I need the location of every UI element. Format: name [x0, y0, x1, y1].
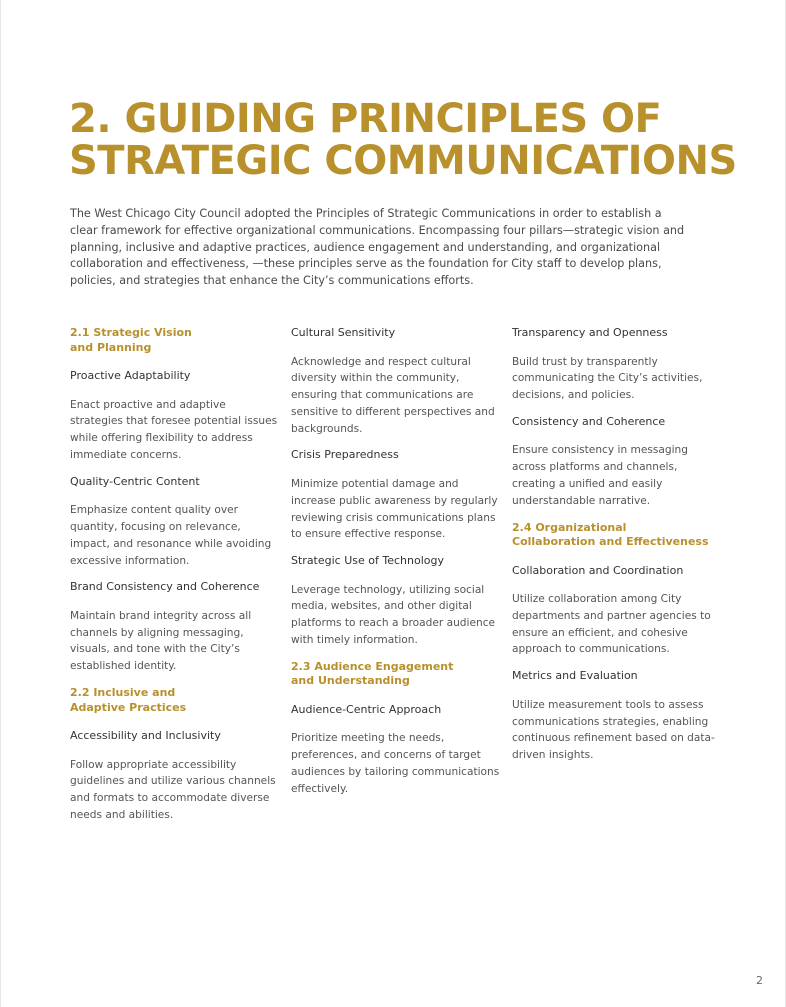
- subheading-strategic-technology: Strategic Use of Technology: [291, 554, 444, 568]
- paragraph-proactive-adaptability: Enact proactive and adaptive strategies that foresee potential issues while offering flexibility to address immediate concerns.: [70, 398, 278, 461]
- subheading-collaboration: Collaboration and Coordination: [512, 563, 684, 577]
- column-3: [512, 326, 722, 775]
- paragraph-quality-centric-content: Emphasize content quality over quantity, focusing on relevance, impact, and resonance while avoiding excessive information.: [70, 504, 272, 567]
- paragraph-cultural-sensitivity: Acknowledge and respect cultural diversity within the community, ensuring that communications are sensitive to different perspectives and backgrounds.: [291, 355, 495, 435]
- paragraph-strategic-technology: Leverage technology, utilizing social media, websites, and other digital platforms to reach a broader audience with timely information.: [291, 583, 496, 647]
- paragraph-consistency: Ensure consistency in messaging across platforms and channels, creating a unified and easily understandable narrative.: [512, 444, 688, 507]
- paragraph-collaboration: Utilize collaboration among City departments and partner agencies to ensure an efficient, and cohesive approach to communications.: [512, 593, 711, 656]
- paragraph-transparency: Build trust by transparently communicating the City’s activities, decisions, and policies.: [512, 355, 703, 402]
- subheading-consistency: Consistency and Coherence: [512, 414, 666, 428]
- subheading-cultural-sensitivity: Cultural Sensitivity: [291, 326, 396, 339]
- subheading-metrics: Metrics and Evaluation: [512, 669, 638, 683]
- intro-paragraph: The West Chicago City Council adopted the Principles of Strategic Communications in order to establish a clear framework for effective organizational communications. Encompassing four pillars—strategic vision and planning, inclusive and adaptive practices, audience engagement and understanding, and organizational collaboration and effectiveness, —these principles serve as the foundation for City staff to develop plans, policies, and strategies that enhance the City’s communications efforts.: [70, 207, 685, 288]
- paragraph-metrics: Utilize measurement tools to assess communications strategies, enabling continuous refinement based on data-driven insights.: [512, 698, 715, 762]
- page-title: [69, 98, 759, 182]
- subheading-proactive-adaptability: Proactive Adaptability: [70, 369, 191, 382]
- subheading-audience-centric: Audience-Centric Approach: [291, 702, 442, 716]
- section-heading-2-4: 2.4 Organizational Collaboration and Effectiveness: [512, 520, 709, 549]
- section-heading-2-1: 2.1 Strategic Vision and Planning: [70, 326, 192, 354]
- section-heading-2-3: 2.3 Audience Engagement and Understanding: [291, 659, 454, 688]
- column-1: [70, 326, 280, 835]
- paragraph-accessibility: Follow appropriate accessibility guidelines and utilize various channels and formats to accommodate diverse needs and abilities.: [70, 758, 276, 821]
- subheading-transparency: Transparency and Openness: [512, 326, 668, 339]
- page-title-line-1: 2. GUIDING PRINCIPLES OF: [69, 96, 662, 142]
- subheading-accessibility: Accessibility and Inclusivity: [70, 729, 221, 743]
- paragraph-brand-consistency: Maintain brand integrity across all channels by aligning messaging, visuals, and tone with the City’s established identity.: [70, 609, 252, 673]
- subheading-crisis-preparedness: Crisis Preparedness: [291, 448, 399, 462]
- section-heading-2-2: 2.2 Inclusive and Adaptive Practices: [70, 686, 187, 714]
- subheading-quality-centric-content: Quality-Centric Content: [70, 474, 200, 488]
- paragraph-crisis-preparedness: Minimize potential damage and increase public awareness by regularly reviewing crisis communications plans to ensure effective response.: [291, 477, 498, 541]
- subheading-brand-consistency: Brand Consistency and Coherence: [70, 580, 260, 594]
- column-2: [291, 326, 501, 809]
- page-number: 2: [756, 974, 763, 987]
- page-title-line-2: STRATEGIC COMMUNICATIONS: [69, 138, 737, 184]
- paragraph-audience-centric: Prioritize meeting the needs, preferences, and concerns of target audiences by tailoring communications effectively.: [291, 732, 500, 795]
